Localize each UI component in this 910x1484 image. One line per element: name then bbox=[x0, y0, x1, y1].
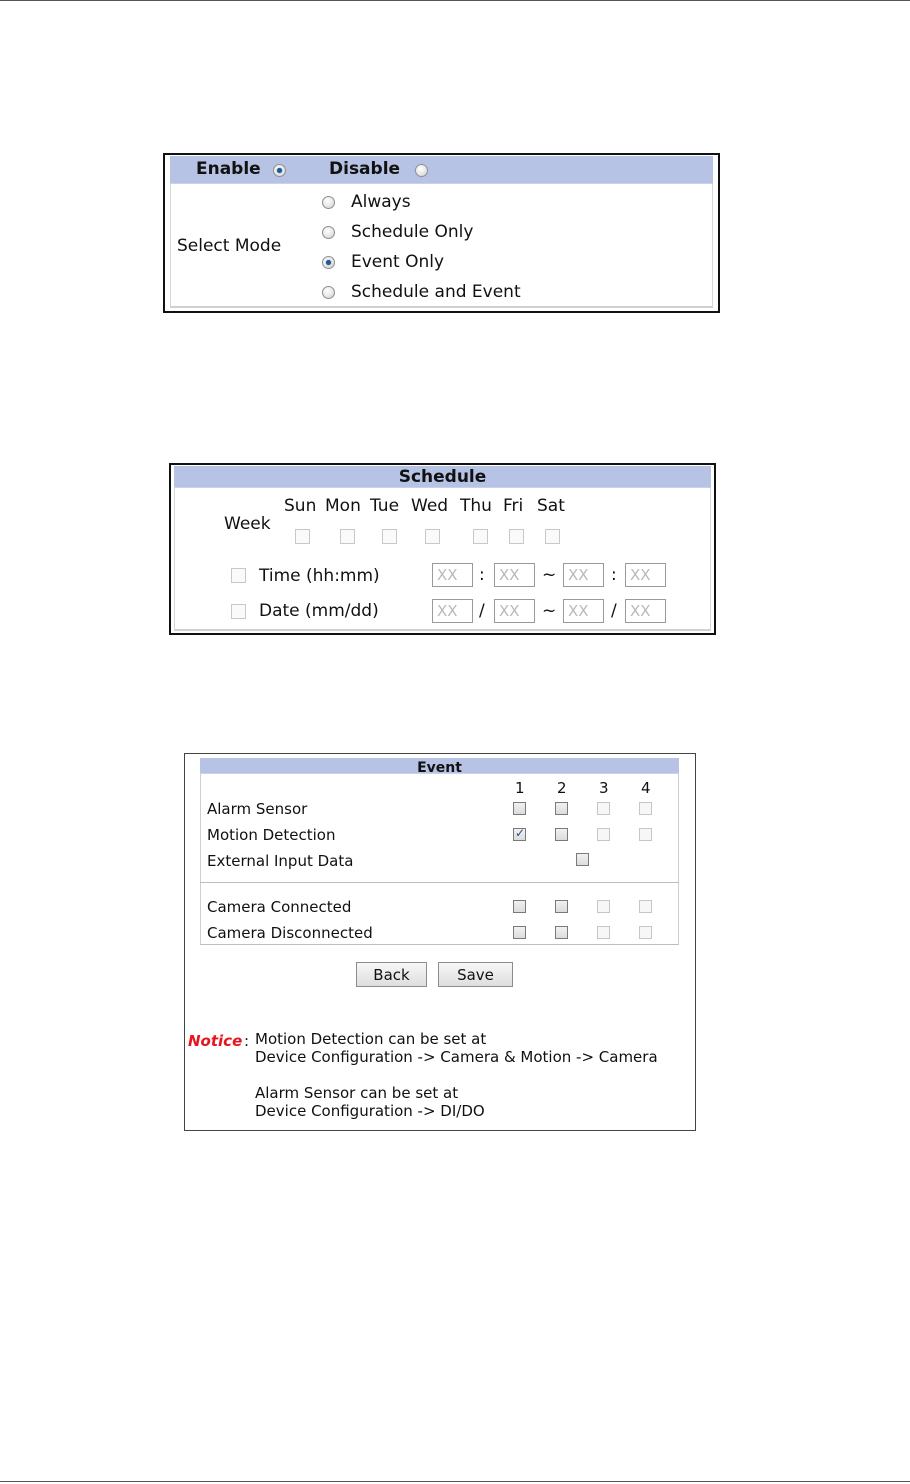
time-end-hour-field[interactable] bbox=[563, 563, 604, 587]
day-sun: Sun bbox=[284, 496, 317, 516]
event-col-3: 3 bbox=[599, 779, 609, 797]
notice-line-2: Device Configuration -> Camera & Motion -> Camera bbox=[255, 1048, 658, 1066]
alarm-sensor-checkbox-2[interactable] bbox=[555, 802, 568, 815]
time-range-tilde: ~ bbox=[542, 565, 557, 585]
time-start-hour-field[interactable] bbox=[432, 563, 473, 587]
day-fri: Fri bbox=[503, 496, 524, 516]
enable-radio[interactable] bbox=[273, 164, 286, 177]
day-mon: Mon bbox=[325, 496, 361, 516]
camera-connected-checkbox-3[interactable] bbox=[597, 900, 610, 913]
event-divider bbox=[200, 882, 679, 883]
mode-option-always[interactable]: Always bbox=[351, 192, 411, 212]
camera-disconnected-checkbox-4[interactable] bbox=[639, 926, 652, 939]
notice-colon: : bbox=[244, 1032, 250, 1050]
mode-option-schedule-and-event[interactable]: Schedule and Event bbox=[351, 282, 521, 302]
week-label: Week bbox=[224, 514, 271, 534]
event-row-label-external-input: External Input Data bbox=[207, 852, 354, 870]
mode-radio-event-only[interactable] bbox=[322, 256, 335, 269]
event-panel bbox=[184, 753, 696, 1131]
day-checkbox-thu[interactable] bbox=[473, 529, 488, 544]
date-start-day-field[interactable] bbox=[494, 599, 535, 623]
time-start-colon: : bbox=[479, 565, 485, 585]
day-checkbox-fri[interactable] bbox=[509, 529, 524, 544]
mode-header bbox=[170, 156, 713, 184]
mode-option-event-only[interactable]: Event Only bbox=[351, 252, 445, 272]
camera-connected-checkbox-4[interactable] bbox=[639, 900, 652, 913]
mode-option-schedule-only[interactable]: Schedule Only bbox=[351, 222, 474, 242]
motion-detection-checkbox-1[interactable] bbox=[513, 828, 526, 841]
date-start-month-field[interactable] bbox=[432, 599, 473, 623]
schedule-title: Schedule bbox=[398, 467, 487, 487]
event-row-label-alarm-sensor: Alarm Sensor bbox=[207, 800, 308, 818]
mode-radio-schedule-and-event[interactable] bbox=[322, 286, 335, 299]
disable-radio[interactable] bbox=[415, 164, 428, 177]
mode-panel bbox=[163, 153, 720, 313]
day-checkbox-mon[interactable] bbox=[340, 529, 355, 544]
date-checkbox[interactable] bbox=[231, 604, 246, 619]
day-checkbox-sat[interactable] bbox=[545, 529, 560, 544]
date-start-slash: / bbox=[479, 601, 485, 621]
event-col-1: 1 bbox=[515, 779, 525, 797]
disable-label: Disable bbox=[329, 159, 401, 179]
enable-label: Enable bbox=[196, 159, 261, 179]
notice-line-1: Motion Detection can be set at bbox=[255, 1030, 487, 1048]
motion-detection-checkbox-2[interactable] bbox=[555, 828, 568, 841]
day-thu: Thu bbox=[460, 496, 492, 516]
day-sat: Sat bbox=[537, 496, 565, 516]
alarm-sensor-checkbox-3[interactable] bbox=[597, 802, 610, 815]
save-button[interactable]: Save bbox=[438, 962, 513, 987]
day-wed: Wed bbox=[411, 496, 449, 516]
alarm-sensor-checkbox-1[interactable] bbox=[513, 802, 526, 815]
event-row-label-camera-connected: Camera Connected bbox=[207, 898, 352, 916]
page-bottom-rule bbox=[0, 1481, 910, 1482]
camera-disconnected-checkbox-2[interactable] bbox=[555, 926, 568, 939]
event-header bbox=[200, 758, 679, 774]
time-end-minute-field[interactable] bbox=[625, 563, 666, 587]
external-input-checkbox[interactable] bbox=[576, 853, 589, 866]
select-mode-label: Select Mode bbox=[177, 236, 282, 256]
date-end-day-field[interactable] bbox=[625, 599, 666, 623]
camera-connected-checkbox-2[interactable] bbox=[555, 900, 568, 913]
date-end-slash: / bbox=[611, 601, 617, 621]
camera-disconnected-checkbox-1[interactable] bbox=[513, 926, 526, 939]
time-end-colon: : bbox=[611, 565, 617, 585]
day-tue: Tue bbox=[370, 496, 400, 516]
event-row-label-camera-disconnected: Camera Disconnected bbox=[207, 924, 373, 942]
motion-detection-checkbox-3[interactable] bbox=[597, 828, 610, 841]
day-checkbox-tue[interactable] bbox=[382, 529, 397, 544]
notice-label: Notice bbox=[188, 1032, 243, 1050]
event-col-2: 2 bbox=[557, 779, 567, 797]
notice-line-4: Device Configuration -> DI/DO bbox=[255, 1102, 485, 1120]
time-checkbox[interactable] bbox=[231, 568, 246, 583]
mode-radio-always[interactable] bbox=[322, 196, 335, 209]
schedule-header bbox=[174, 466, 711, 488]
page-top-rule bbox=[0, 0, 910, 1]
mode-radio-schedule-only[interactable] bbox=[322, 226, 335, 239]
time-start-minute-field[interactable] bbox=[494, 563, 535, 587]
day-checkbox-wed[interactable] bbox=[425, 529, 440, 544]
camera-connected-checkbox-1[interactable] bbox=[513, 900, 526, 913]
day-checkbox-sun[interactable] bbox=[295, 529, 310, 544]
event-col-4: 4 bbox=[641, 779, 651, 797]
alarm-sensor-checkbox-4[interactable] bbox=[639, 802, 652, 815]
motion-detection-checkbox-4[interactable] bbox=[639, 828, 652, 841]
event-title: Event bbox=[417, 760, 462, 776]
notice-line-3: Alarm Sensor can be set at bbox=[255, 1084, 459, 1102]
date-end-month-field[interactable] bbox=[563, 599, 604, 623]
camera-disconnected-checkbox-3[interactable] bbox=[597, 926, 610, 939]
date-label: Date (mm/dd) bbox=[259, 601, 379, 621]
event-row-label-motion-detection: Motion Detection bbox=[207, 826, 336, 844]
date-range-tilde: ~ bbox=[542, 601, 557, 621]
schedule-panel bbox=[169, 463, 716, 635]
back-button[interactable]: Back bbox=[356, 962, 427, 987]
time-label: Time (hh:mm) bbox=[259, 566, 380, 586]
